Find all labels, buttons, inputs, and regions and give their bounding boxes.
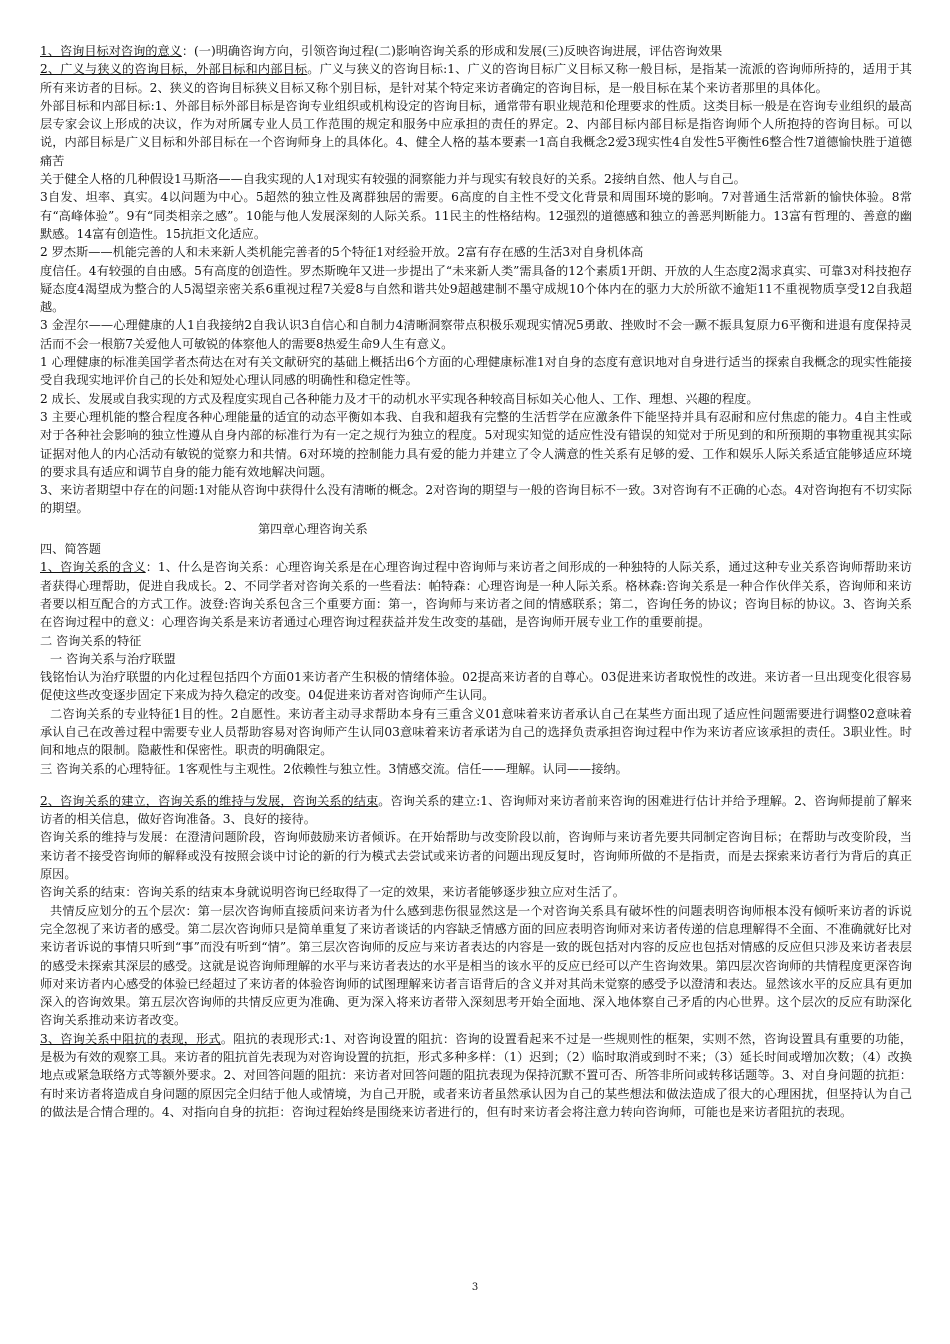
paragraph-resistance: 3、咨询关系中阻抗的表现，形式。阻抗的表现形式:1、对咨询设置的阻抗：咨询的设置看起来不过是一些规则性的框架，实则不然，咨询设置具有重要的功能，是极为有效的观察工具。来访者的阻抗首先表现为对咨询设置的抗拒，形式多种多样：（1）迟到；（2）临时取消或到时不来；（3）延长时间或增加次数；（4）改换地点或紧急联络方式等额外要求。2、对回答问题的阻抗：来访者对回答问题的阻抗表现为保持沉默不置可否、所答非所问或转移话题等。3、对自身问题的抗拒：有时来访者将造成自身问题的原因完全归结于他人或情境，为自己开脱，或者来访者虽然承认因为自己的某些想法和做法造成了很大的心理困扰，但坚持认为自己的做法是合情合理的。4、对指向自身的抗拒：咨询过程始终是围绕来访者进行的，但有时来访者会将注意力转向咨询师，可能也是来访者阻抗的表现。 [40, 1031, 913, 1119]
paragraph-counseling-goal-meaning: 1、咨询目标对咨询的意义：(一)明确咨询方向，引领咨询过程(二)影响咨询关系的形成和发展(三)反映咨询进展，评估咨询效果 [40, 44, 723, 58]
paragraph-psychological-features: 三 咨询关系的心理特征。1客观性与主观性。2依赖性与独立性。3情感交流。信任——理解。认同——接纳。 [40, 761, 628, 776]
paragraph-relationship-maintenance: 咨询关系的维持与发展：在澄清问题阶段，咨询师鼓励来访者倾诉。在开始帮助与改变阶段以前，咨询师与来访者先要共同制定咨询目标；在帮助与改变阶段，当来访者不接受咨询师的解释或没有按照会谈中讨论的新的行为模式去尝试或来访者的问题出现反复时，咨询师所做的不是指责，而是去探索来访者行为背后的真正原因。 [40, 830, 912, 882]
paragraph-client-expectation: 3、来访者期望中存在的问题:1对能从咨询中获得什么没有清晰的概念。2对咨询的期望与一般的咨询目标不一致。3对咨询有不正确的心态。4对咨询抱有不切实际的期望。 [40, 483, 912, 516]
paragraph-rogers-cont: 度信任。4有较强的自由感。5有高度的创造性。罗杰斯晚年又进一步提出了“未来新人类”需具备的12个素质1开朗、开放的人生态度2渴求真实、可靠3对科技抱存疑态度4渴望成为整合的人5渴望亲密关系6重视过程7关爱8与自然和谐共处9超越建制不墨守成规10个体内在的驱力大於所欲不逾矩11不重视物质享受12自我超越。 [40, 263, 912, 315]
section-heading-features: 二 咨询关系的特征 [40, 633, 142, 648]
spacer [40, 778, 912, 792]
paragraph-relationship-establishment: 2、咨询关系的建立，咨询关系的维持与发展，咨询关系的结束。咨询关系的建立:1、咨询师对来访者前来咨询的困难进行估计并给予理解。2、咨询师提前了解来访者的相关信息，做好咨询准备。3、良好的接待。 [40, 793, 912, 827]
heading-resistance: 3、咨询关系中阻抗的表现，形式 [40, 1031, 221, 1046]
paragraph-counseling-relationship: 1、咨询关系的含义：1、什么是咨询关系：心理咨询关系是在心理咨询过程中咨询师与来访者之间形成的一种独特的人际关系，通过这种专业关系咨询师帮助来访者获得心理帮助，促进自我成长。2、不同学者对咨询关系的一些看法：帕特森：心理咨询是一种人际关系。格林森:咨询关系是一种合作伙伴关系，咨询师和来访者要以相互配合的方式工作。波登:咨询关系包含三个重要方面：第一，咨询师与来访者之间的情感联系；第二，咨询任务的协议；咨询目标的协议。3、咨询关系在咨询过程中的意义：心理咨询关系是来访者通过心理咨询过程获益并发生改变的基础，是咨询师开展专业工作的重要前提。 [40, 560, 912, 630]
document-page [40, 42, 912, 1121]
paragraph-rogers: 2 罗杰斯——机能完善的人和未来新人类机能完善者的5个特征1对经验开放。2富有存在感的生活3对自身机体高 [40, 245, 644, 260]
heading-counseling-relationship: 1、咨询关系的含义 [40, 560, 146, 575]
chapter-title: 第四章心理咨询关系 [258, 521, 368, 536]
paragraph-maslow: 关于健全人格的几种假设1马斯洛——自我实现的人1对现实有较强的洞察能力并与现实有较良好的关系。2接纳自然、他人与自己。 [40, 172, 746, 187]
heading-counseling-goal-meaning: 1、咨询目标对咨询的意义 [40, 44, 182, 58]
paragraph-kinnear: 3 金涅尔——心理健康的人1自我接纳2自我认识3自信心和自制力4清晰洞察带点积极乐观现实情况5勇敢、挫败时不会一蹶不振具复原力6平衡和进退有度保持灵活而不会一根筋7关爱他人可敏锐的体察他人的需要8热爱生命9人生有意义。 [40, 318, 912, 351]
heading-broad-narrow-goals: 2、广义与狭义的咨询目标，外部目标和内部目标 [40, 62, 308, 77]
paragraph-jahoda-3: 3 主要心理机能的整合程度各种心理能量的适宜的动态平衡如本我、自我和超我有完整的生活哲学在应激条件下能坚持并具有忍耐和应付焦虑的能力。4自主性或对于各种社会影响的独立性遵从自身内部的标准行为有一定之规行为独立的程度。5对现实知觉的适应性没有错误的知觉对于所见到的和所预期的事物重视其实际证据对他人的内心活动有敏锐的觉察力和共情。6对环境的控制能力具有爱的能力并建立了令人满意的性关系有足够的爱、工作和娱乐人际关系适宜能够适应环境的要求具有适应和调节自身的能力能有效地解决问题。 [40, 409, 912, 479]
paragraph-alliance: 钱铭怡认为治疗联盟的内化过程包括四个方面01来访者产生积极的情绪体验。02提高来访者的自尊心。03促进来访者取悦性的改进。来访者一旦出现变化很容易促使这些改变逐步固定下来成为持久稳定的改变。04促进来访者对咨询师产生认同。 [40, 670, 912, 703]
paragraph-professional-features: 二咨询关系的专业特征1目的性。2自愿性。来访者主动寻求帮助本身有三重含义01意味着来访者承认自己在某些方面出现了适应性问题需要进行调整02意味着承认自己在改善过程中需要专业人员帮助容易对咨询师产生认同03意味着来访者承诺为自己的选择负责承担咨询过程中作为来访者应该承担的责任。3职业性。时间和地点的限制。隐蔽性和保密性。职责的明确限定。 [40, 706, 912, 758]
paragraph-relationship-end: 咨询关系的结束：咨询关系的结束本身就说明咨询已经取得了一定的效果，来访者能够逐步独立应对生活了。 [40, 885, 625, 900]
heading-relationship-establishment: 2、咨询关系的建立，咨询关系的维持与发展，咨询关系的结束 [40, 793, 379, 808]
paragraph-empathy-levels: 共情反应划分的五个层次：第一层次咨询师直接质问来访者为什么感到悲伤很显然这是一个对咨询关系具有破坏性的问题表明咨询师根本没有倾听来访者的诉说完全忽视了来访者的感受。第二层次咨询师只是简单重复了来访者谈话的内容缺乏情感方面的回应表明咨询师对来访者传递的信息理解得不全面、不准确就好比对来访者诉说的事情只听到“事”而没有听到“情”。第三层次咨询师的反应与来访者表达的内容是一致的既包括对内容的反应也包括对情感的反应但只涉及来访者表层的感受未探索其深层的感受。这就是说咨询师理解的水平与来访者表达的水平是相当的该水平的反应已经可以产生咨询效果。第四层次咨询师的共情程度更深咨询师对来访者内心感受的体验已经超过了来访者的体验咨询师的试图理解来访者言语背后的含义并对其尚未觉察的感受予以澄清和表达。显然该水平的反应具有更加深入的咨询效果。第五层次咨询师的共情反应更为准确、更为深入将来访者带入深刻思考开始全面地、深入地体察自己矛盾的内心世界。这个层次的反应有助深化咨询关系推动来访者改变。 [40, 903, 912, 1028]
section-heading-short-answer: 四、简答题 [40, 542, 101, 557]
paragraph-external-internal-goals: 外部目标和内部目标:1、外部目标外部目标是咨询专业组织或机构设定的咨询目标，通常带有职业规范和伦理要求的性质。这类目标一般是在咨询专业组织的最高层专家会议上形成的决议，作为对所属专业人员工作范围的规定和服务中应承担的责任的界定。2、内部目标内部目标是指咨询师个人所抱持的咨询目标。可以说，内部目标是广义目标和外部目标在一个咨询师身上的具体化。4、健全人格的基本要素一1高自我概念2爱3现实性4自发性5平衡性6整合性7道德愉快胜于道德痛苦 [40, 98, 912, 168]
page-number: 3 [471, 1282, 479, 1293]
paragraph-broad-narrow-goals: 2、广义与狭义的咨询目标，外部目标和内部目标。广义与狭义的咨询目标:1、广义的咨询目标广义目标又称一般目标，是指某一流派的咨询师所持的，适用于其所有来访者的目标。2、狭义的咨询目标狭义目标又称个别目标，是针对某个特定来访者确定的咨询目标，是一般目标在某个来访者那里的具体化。 [40, 62, 912, 95]
paragraph-jahoda-1: 1 心理健康的标准美国学者杰荷达在对有关文献研究的基础上概括出6个方面的心理健康标准1对自身的态度有意识地对自身进行适当的探索自我概念的现实性能接受自我现实地评价自己的长处和短处心理认同感的明确性和稳定性等。 [40, 355, 912, 388]
section-heading-alliance: 一 咨询关系与治疗联盟 [50, 651, 176, 666]
paragraph-maslow-list: 3自发、坦率、真实。4以问题为中心。5超然的独立性及离群独居的需要。6高度的自主性不受文化背景和周围环境的影响。7对普通生活常新的愉快体验。8常有“高峰体验”。9有“同类相亲之感”。10能与他人发展深刻的人际关系。11民主的性格结构。12强烈的道德感和独立的善恶判断能力。13富有哲理的、善意的幽默感。14富有创造性。15抗拒文化适应。 [40, 190, 912, 241]
paragraph-jahoda-2: 2 成长、发展或自我实现的方式及程度实现自己各种能力及才干的动机水平实现各种较高目标如关心他人、工作、理想、兴趣的程度。 [40, 391, 759, 406]
